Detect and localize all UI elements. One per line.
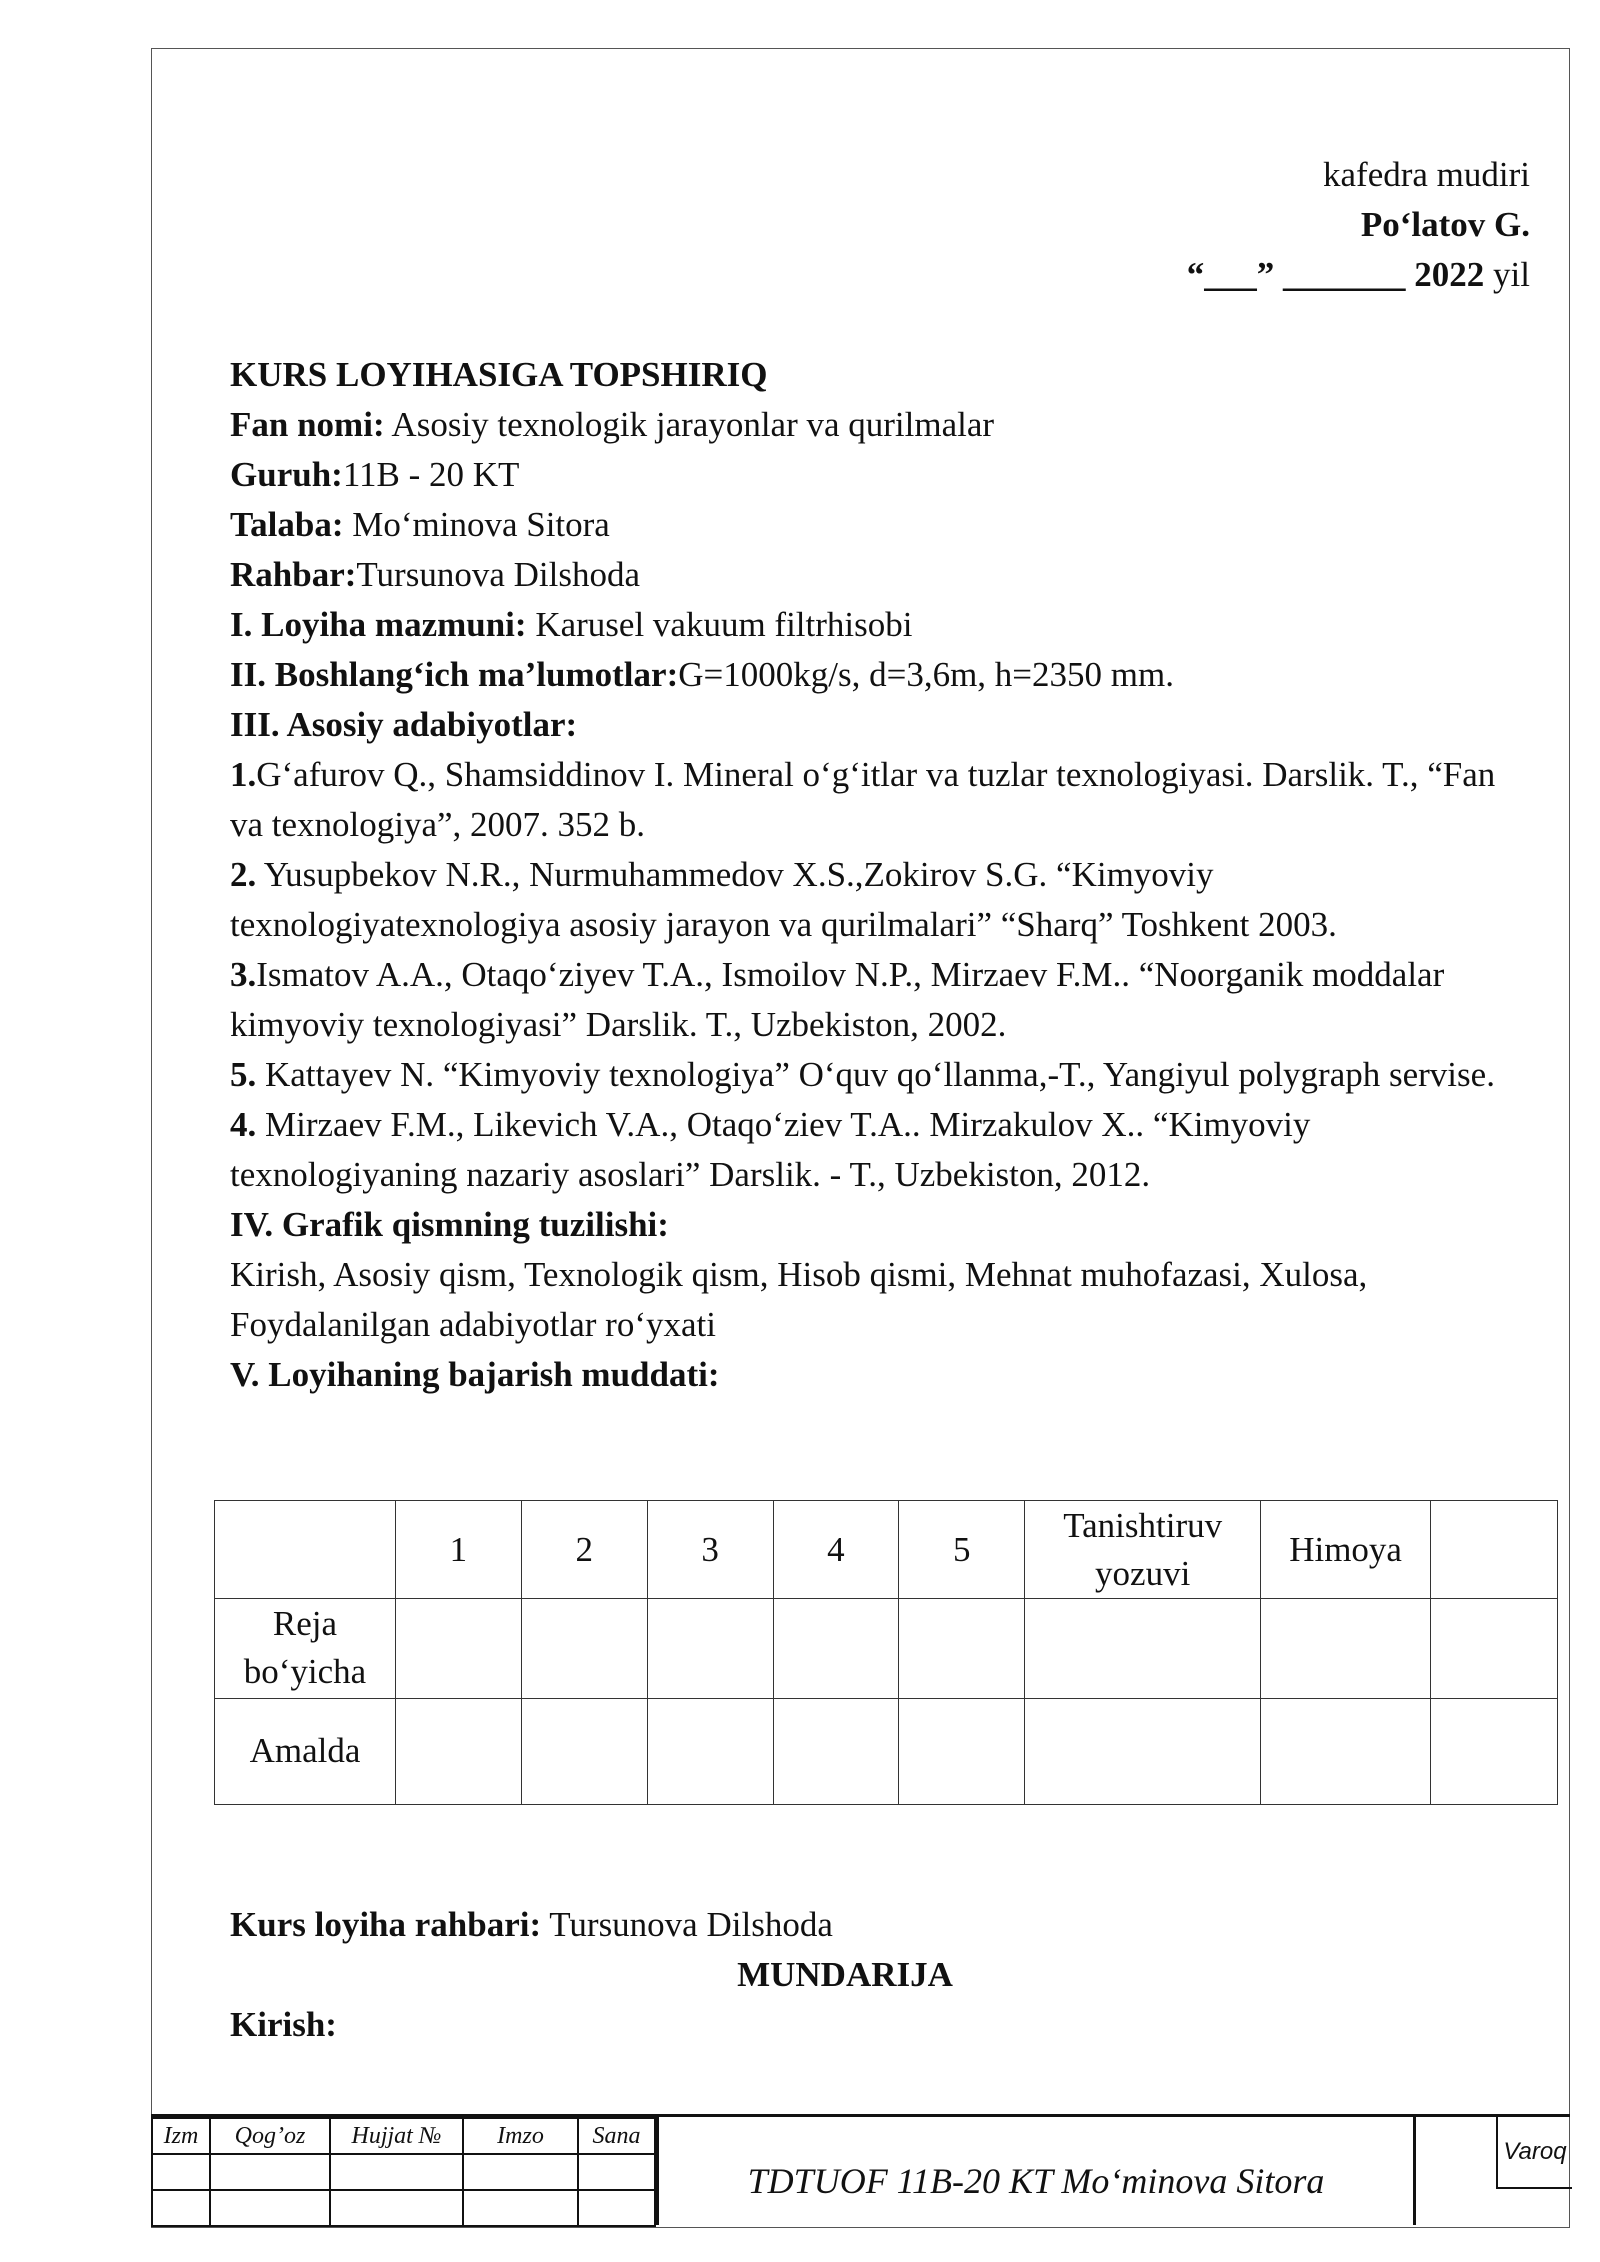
approval-date: “___” _______ 2022 yil (1186, 255, 1530, 294)
supervisor-line: Rahbar:Tursunova Dilshoda (230, 555, 640, 594)
document-code: TDTUOF 11B-20 KT Mo‘minova Sitora (656, 2117, 1416, 2225)
reference-item: 1.G‘afurov Q., Shamsiddinov I. Mineral o‘g‘itlar va tuzlar texnologiyasi. Darslik. T., “Fan va texnologiya”, 2007. 352 b. (230, 755, 1496, 844)
schedule-table (214, 1500, 1558, 1805)
table-header-cell (215, 1501, 396, 1599)
table-cell (647, 1698, 773, 1804)
row-label: Amalda (215, 1698, 396, 1804)
table-header-cell: Himoya (1261, 1501, 1431, 1599)
sheet-label: Varoq (1496, 2117, 1572, 2189)
table-row (215, 1599, 1558, 1698)
reference-item: 3.Ismatov A.A., Otaqo‘ziyev T.A., Ismoilov N.P., Mirzaev F.M.. “Noorganik moddalar kimyoviy texnologiyasi” Darslik. T., Uzbekiston, 2002. (230, 955, 1445, 1044)
section-4-value: Kirish, Asosiy qism, Texnologik qism, Hisob qismi, Mehnat muhofazasi, Xulosa, Foydalanilgan adabiyotlar ro‘yxati (230, 1255, 1368, 1344)
table-cell (1025, 1698, 1261, 1804)
stamp-qogoz: Qog’oz (210, 2118, 330, 2154)
table-cell (1431, 1698, 1558, 1804)
stamp-imzo: Imzo (463, 2118, 578, 2154)
reference-item: 5. Kattayev N. “Kimyoviy texnologiya” O‘quv qo‘llanma,-T., Yangiyul polygraph servise. (230, 1055, 1495, 1094)
supervisor-signature-line: Kurs loyiha rahbari: Tursunova Dilshoda (230, 1905, 833, 1944)
contents-title: MUNDARIJA (737, 1955, 953, 1994)
stamp-hujjat: Hujjat № (330, 2118, 463, 2154)
table-header-cell: Tanishtiruv yozuvi (1025, 1501, 1261, 1599)
table-cell (647, 1599, 773, 1698)
table-header-cell: 2 (521, 1501, 647, 1599)
approval-name: Po‘latov G. (1360, 205, 1530, 244)
section-4: IV. Grafik qismning tuzilishi: (230, 1205, 669, 1244)
sheet-cell (1496, 2117, 1570, 2225)
table-cell (395, 1599, 521, 1698)
title-block-stamp (151, 2114, 1570, 2222)
section-1: I. Loyiha mazmuni: Karusel vakuum filtrhisobi (230, 605, 913, 644)
subject-line: Fan nomi: Asosiy texnologik jarayonlar va qurilmalar (230, 405, 995, 444)
intro-heading: Kirish: (230, 2005, 337, 2044)
table-cell (773, 1698, 899, 1804)
table-cell (1025, 1599, 1261, 1698)
group-line: Guruh:11B - 20 KT (230, 455, 520, 494)
table-header-cell: 1 (395, 1501, 521, 1599)
section-2: II. Boshlang‘ich ma’lumotlar:G=1000kg/s, d=3,6m, h=2350 mm. (230, 655, 1174, 694)
reference-item: 4. Mirzaev F.M., Likevich V.A., Otaqo‘ziev T.A.. Mirzakulov X.. “Kimyoviy texnologiyaning nazariy asoslari” Darslik. - T., Uzbekiston, 2012. (230, 1105, 1311, 1194)
assignment-body (230, 350, 1530, 1400)
row-label: Reja bo‘yicha (215, 1599, 396, 1698)
table-cell (1261, 1599, 1431, 1698)
approval-block (930, 150, 1530, 300)
table-cell (899, 1698, 1025, 1804)
table-cell (1261, 1698, 1431, 1804)
table-cell (395, 1698, 521, 1804)
table-cell (899, 1599, 1025, 1698)
table-cell (521, 1599, 647, 1698)
stamp-sana: Sana (578, 2118, 655, 2154)
section-5: V. Loyihaning bajarish muddati: (230, 1355, 720, 1394)
approval-role: kafedra mudiri (1323, 155, 1530, 194)
table-cell (1431, 1599, 1558, 1698)
stamp-cells (151, 2117, 656, 2227)
table-header-cell (1431, 1501, 1558, 1599)
student-line: Talaba: Mo‘minova Sitora (230, 505, 610, 544)
table-header-cell: 5 (899, 1501, 1025, 1599)
assignment-title: KURS LOYIHASIGA TOPSHIRIQ (230, 355, 768, 394)
table-cell (521, 1698, 647, 1804)
stamp-izm: Izm (152, 2118, 210, 2154)
section-3: III. Asosiy adabiyotlar: (230, 705, 578, 744)
table-cell (773, 1599, 899, 1698)
table-header-row (215, 1501, 1558, 1599)
table-header-cell: 3 (647, 1501, 773, 1599)
table-row (215, 1698, 1558, 1804)
table-header-cell: 4 (773, 1501, 899, 1599)
reference-item: 2. Yusupbekov N.R., Nurmuhammedov X.S.,Zokirov S.G. “Kimyoviy texnologiyatexnologiya asosiy jarayon va qurilmalari” “Sharq” Toshkent 2003. (230, 855, 1337, 944)
